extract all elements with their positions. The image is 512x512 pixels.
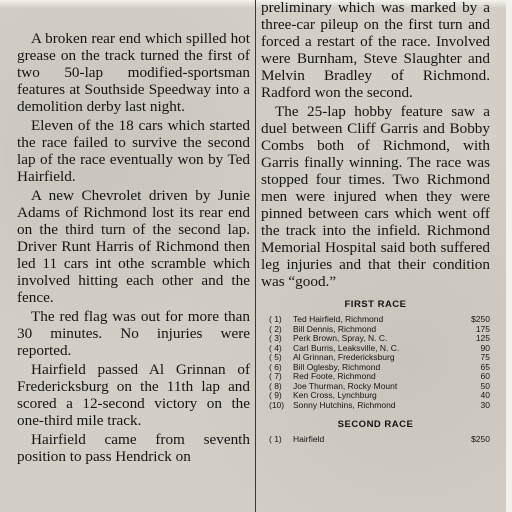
article-paragraph: A new Chevrolet driven by Junie Adams of Richmond lost its rear end on the third turn of the second lap. Driver Runt Harris of Richmond then led 11 cars int othe scramble which involved hitting each other and the fence.: [17, 187, 250, 306]
result-place: ( 1): [269, 314, 282, 324]
result-prize: $250: [471, 314, 490, 324]
result-place: (10): [269, 399, 285, 410]
result-row: [261, 363, 490, 373]
result-driver: Joe Thurman, Rocky Mount: [293, 381, 398, 391]
result-place: ( 4): [269, 342, 282, 353]
result-row: [261, 401, 490, 411]
result-driver: Ted Hairfield, Richmond: [293, 315, 384, 324]
result-driver: Ken Cross, Lynchburg: [293, 391, 377, 400]
result-prize: 125: [475, 333, 490, 343]
result-prize: 75: [480, 352, 490, 362]
column-divider: [255, 0, 256, 512]
result-place: ( 8): [269, 380, 282, 391]
article-paragraph: Hairfield came from seventh position to pass Hendrick on: [17, 431, 250, 465]
result-place: ( 3): [269, 333, 282, 343]
result-place: ( 7): [269, 371, 282, 381]
result-row: [261, 334, 490, 344]
article-left-column: [17, 30, 250, 467]
result-place: ( 6): [269, 361, 282, 372]
result-place: ( 2): [269, 323, 282, 334]
result-prize: 175: [475, 323, 490, 334]
result-prize: $250: [471, 434, 490, 444]
result-driver: Red Foote, Richmond: [293, 372, 376, 381]
result-driver: Bill Dennis, Richmond: [293, 324, 377, 334]
result-row: [261, 315, 490, 325]
result-prize: 90: [480, 342, 490, 353]
second-race-heading: SECOND RACE: [337, 419, 414, 430]
result-driver: Perk Brown, Spray, N. C.: [293, 334, 388, 343]
result-prize: 40: [480, 390, 490, 400]
article-paragraph: The red flag was out for more than 30 minutes. No injuries were reported.: [17, 308, 250, 359]
result-row: [261, 344, 490, 354]
clipping-edge: [506, 0, 512, 512]
result-driver: Hairfield: [293, 435, 325, 444]
article-paragraph: Eleven of the 18 cars which started the race failed to survive the second lap of the race eventually won by Ted Hairfield.: [17, 117, 250, 185]
result-row: [261, 353, 490, 363]
first-race-heading: FIRST RACE: [344, 299, 407, 310]
result-row: [261, 372, 490, 382]
result-driver: Sonny Hutchins, Richmond: [293, 400, 396, 410]
result-prize: 50: [480, 380, 490, 391]
article-paragraph: The 25-lap hobby feature saw a duel between Cliff Garris and Bobby Combs both of Richmond, with Garris finally winning. The race was stopped four times. Two Richmond men were injured when they were pinned between cars which went off the track into the infield. Richmond Memorial Hospital said both suffered leg injuries and that their condition was “good.”: [261, 103, 490, 290]
result-place: ( 1): [269, 434, 282, 444]
result-place: ( 9): [269, 390, 282, 400]
result-place: ( 5): [269, 352, 282, 362]
article-paragraph: Hairfield passed Al Grinnan of Fredericksburg on the 11th lap and scored a 12-second victory on the one-third mile track.: [17, 361, 250, 429]
result-prize: 65: [480, 361, 490, 372]
result-prize: 30: [480, 399, 490, 410]
result-row: [261, 382, 490, 392]
result-prize: 60: [480, 371, 490, 381]
result-row: [261, 435, 490, 445]
article-right-column: [261, 0, 490, 445]
result-row: [261, 325, 490, 335]
race-results: [261, 296, 490, 445]
article-paragraph: preliminary which was marked by a three-car pileup on the first turn and forced a restart of the race. Involved were Burnham, Steve Slaughter and Melvin Bradley of Richmond. Radford won the second.: [261, 0, 490, 101]
article-paragraph: A broken rear end which spilled hot grease on the track turned the first of two 50-lap modified-sportsman features at Southside Speedway into a demolition derby last night.: [17, 30, 250, 115]
result-driver: Bill Oglesby, Richmond: [293, 362, 381, 372]
result-row: [261, 391, 490, 401]
result-driver: Al Grinnan, Fredericksburg: [293, 353, 395, 362]
result-driver: Carl Burris, Leaksville, N. C.: [293, 343, 400, 353]
